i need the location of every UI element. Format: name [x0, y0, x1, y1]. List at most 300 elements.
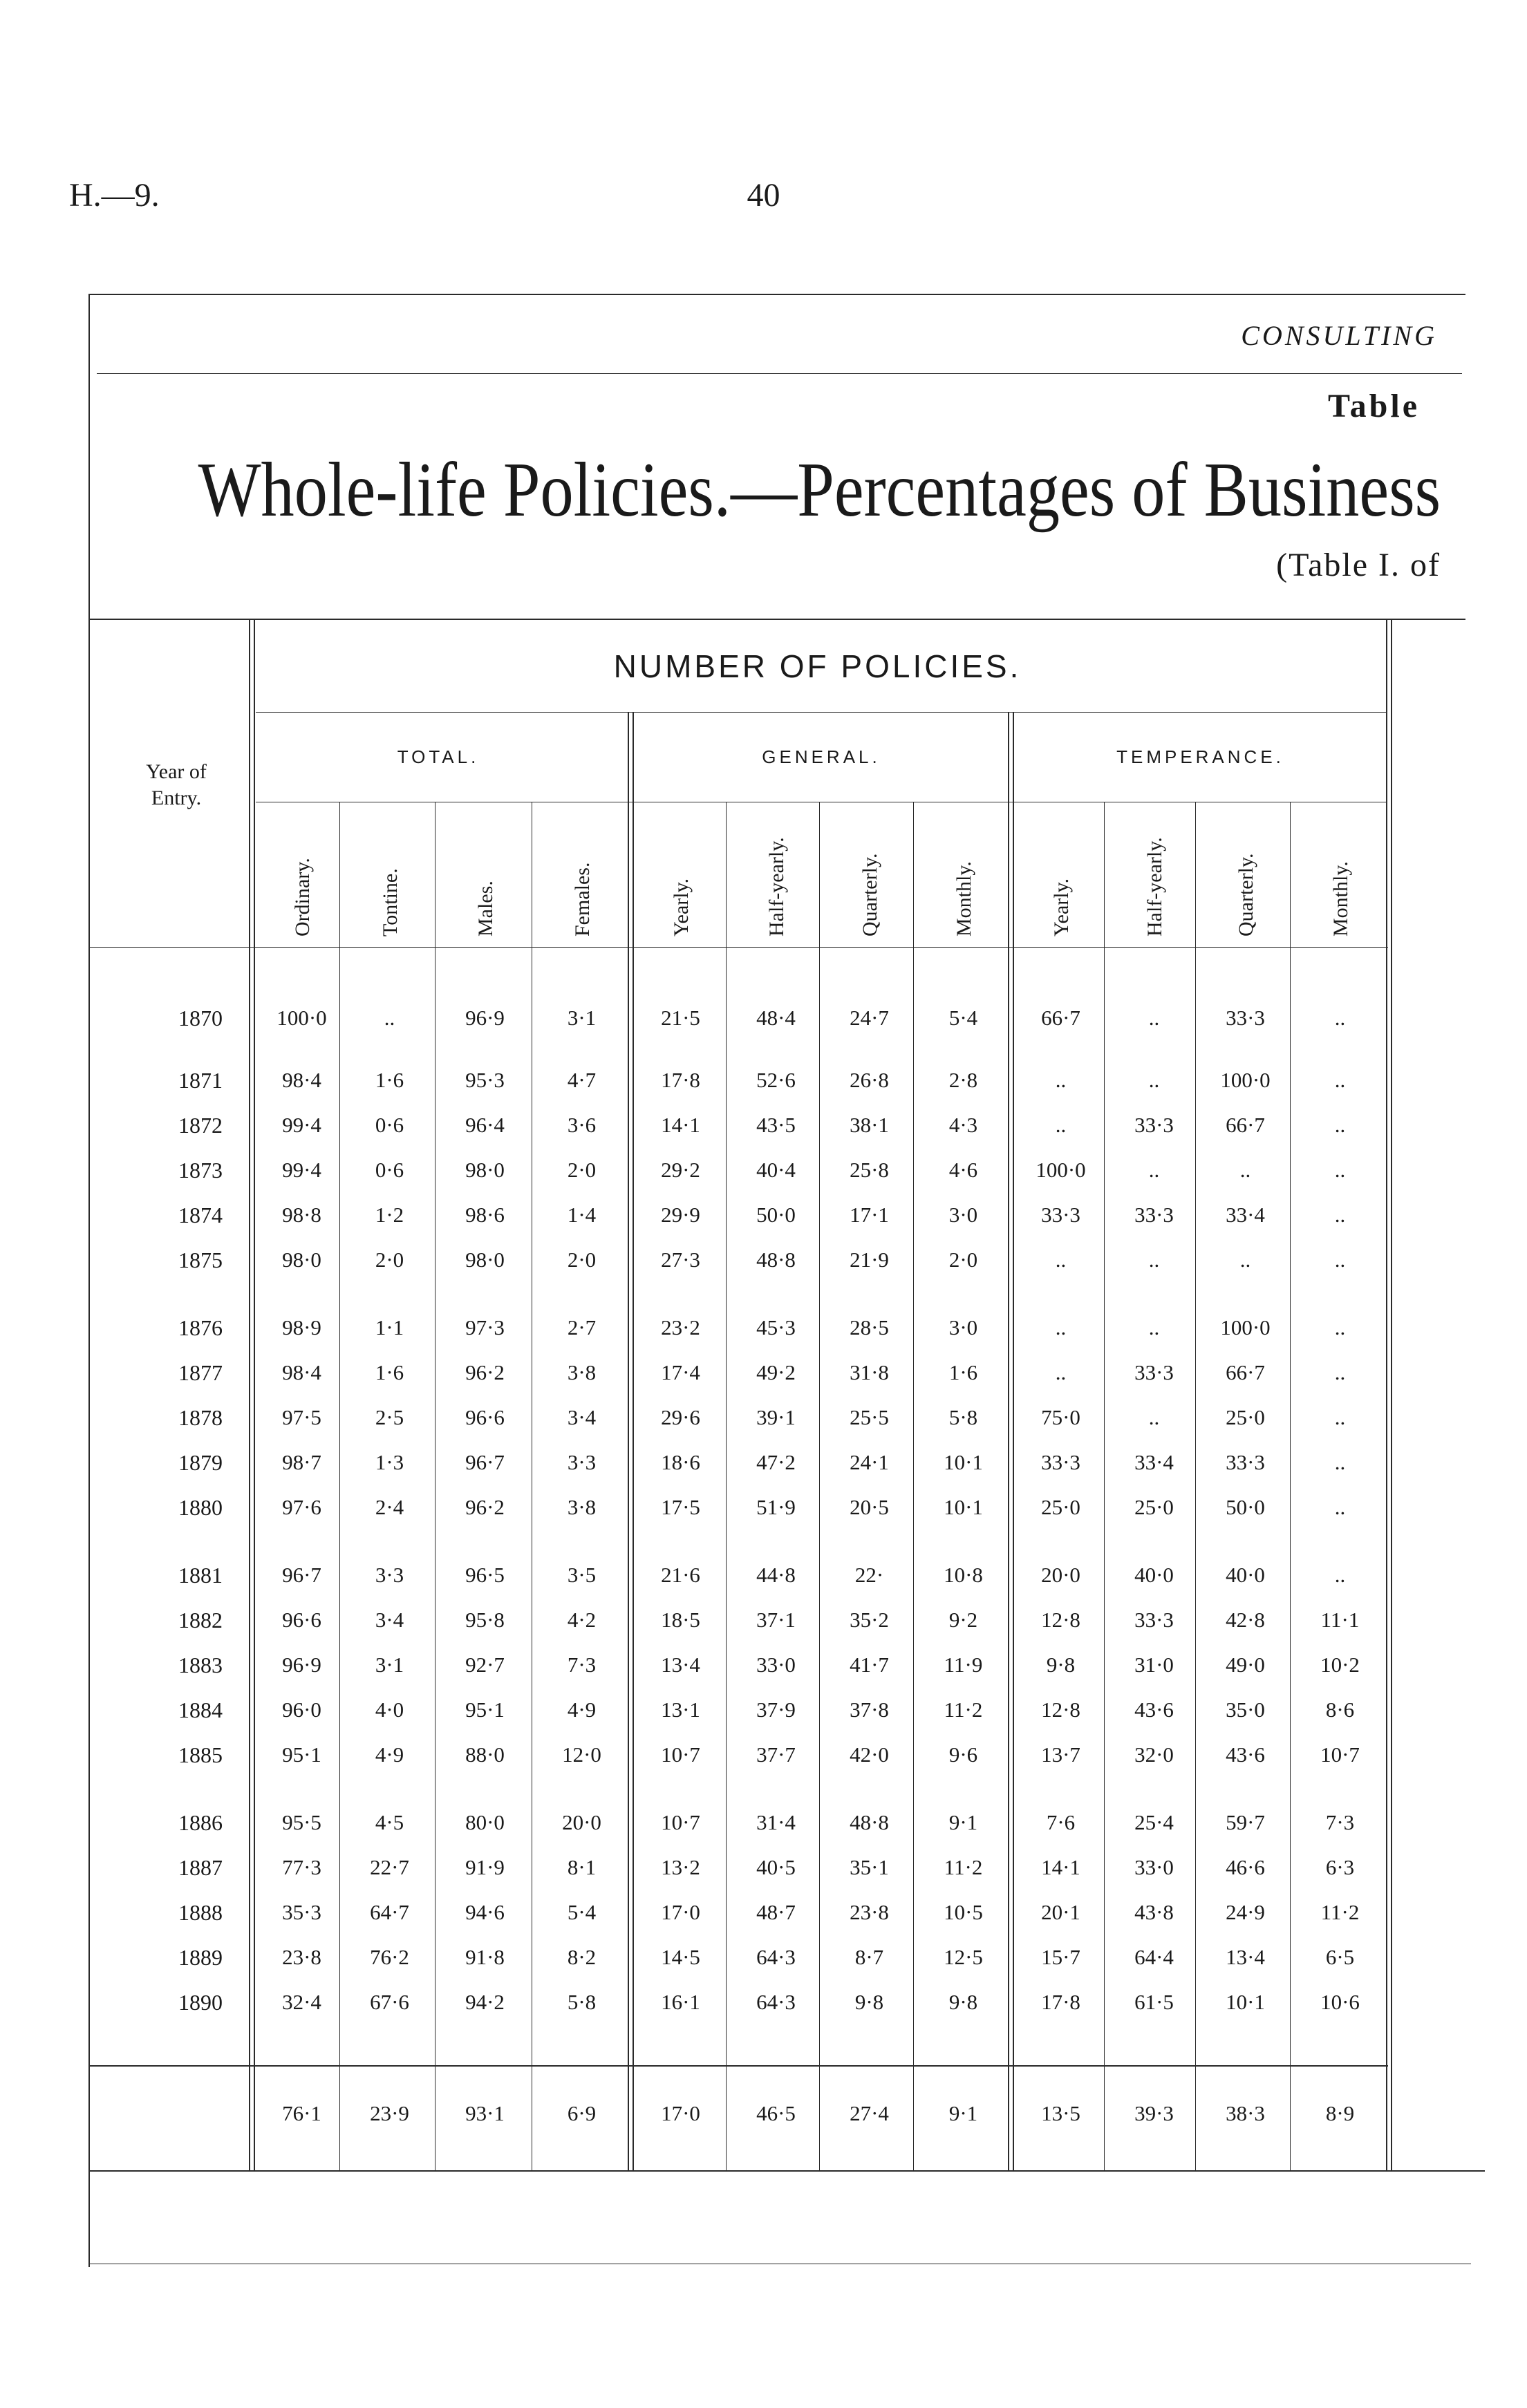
table-cell: 98·4 — [282, 1068, 321, 1092]
group-temperance: TEMPERANCE. — [1116, 746, 1284, 767]
table-cell: 24·1 — [850, 1450, 889, 1474]
row-year: 1887 — [178, 1855, 223, 1880]
table-cell: 10·5 — [944, 1900, 983, 1924]
table-cell: 7·3 — [567, 1653, 597, 1677]
table-cell: 22·7 — [370, 1855, 409, 1879]
table-cell: 80·0 — [465, 1810, 505, 1834]
row-year: 1874 — [178, 1203, 223, 1227]
row-year: 1883 — [178, 1653, 223, 1677]
row-year: 1875 — [178, 1248, 223, 1272]
table-cell: 96·0 — [282, 1697, 321, 1722]
table-cell: 50·0 — [756, 1203, 796, 1227]
table-cell: 8·1 — [567, 1855, 597, 1879]
total-cell: 6·9 — [567, 2101, 597, 2125]
column-header: Ordinary. — [290, 858, 314, 937]
table-cell: 26·8 — [850, 1068, 889, 1092]
table-cell: 96·4 — [465, 1113, 505, 1137]
table-cell: 37·8 — [850, 1697, 889, 1722]
top-rule — [88, 294, 1465, 295]
table-cell: 33·0 — [1134, 1855, 1174, 1879]
table-cell: 96·6 — [282, 1608, 321, 1632]
table-cell: 66·7 — [1226, 1113, 1265, 1137]
table-cell: 9·2 — [948, 1608, 978, 1632]
table-cell: 1·4 — [567, 1203, 597, 1227]
total-cell: 13·5 — [1041, 2101, 1080, 2125]
table-cell: 1·6 — [948, 1360, 978, 1384]
table-cell: .. — [1334, 1248, 1346, 1272]
table-cell: .. — [1055, 1113, 1067, 1137]
table-cell: 35·2 — [850, 1608, 889, 1632]
totals-top-rule — [88, 2065, 1388, 2067]
table-cell: 7·6 — [1046, 1810, 1076, 1834]
row-year: 1872 — [178, 1113, 223, 1138]
table-cell: .. — [1334, 1006, 1346, 1030]
table-cell: 66·7 — [1226, 1360, 1265, 1384]
table-cell: 14·1 — [1041, 1855, 1080, 1879]
table-cell: .. — [1148, 1006, 1160, 1030]
section-title: NUMBER OF POLICIES. — [613, 648, 1022, 684]
table-cell: 33·3 — [1226, 1450, 1265, 1474]
table-cell: 33·3 — [1041, 1203, 1080, 1227]
table-cell: .. — [1239, 1248, 1251, 1272]
table-cell: .. — [1055, 1068, 1067, 1092]
table-cell: 43·5 — [756, 1113, 796, 1137]
column-header: Males. — [474, 881, 497, 937]
total-cell: 8·9 — [1325, 2101, 1355, 2125]
group-divider-rule — [1391, 619, 1392, 2170]
table-cell: 40·5 — [756, 1855, 796, 1879]
table-cell: 3·4 — [567, 1405, 597, 1429]
table-cell: 100·0 — [1220, 1315, 1271, 1339]
table-cell: 33·3 — [1134, 1113, 1174, 1137]
table-cell: 11·2 — [1320, 1900, 1360, 1924]
table-cell: .. — [1334, 1158, 1346, 1182]
table-cell: 16·1 — [661, 1990, 700, 2014]
table-cell: 3·1 — [375, 1653, 404, 1677]
table-cell: 8·2 — [567, 1945, 597, 1969]
table-cell: 6·5 — [1325, 1945, 1355, 1969]
table-cell: 23·2 — [661, 1315, 700, 1339]
table-cell: 2·0 — [567, 1248, 597, 1272]
total-cell: 46·5 — [756, 2101, 796, 2125]
table-cell: 98·4 — [282, 1360, 321, 1384]
table-cell: 48·4 — [756, 1006, 796, 1030]
table-cell: .. — [1148, 1158, 1160, 1182]
table-cell: 18·5 — [661, 1608, 700, 1632]
table-cell: 3·6 — [567, 1113, 597, 1137]
table-cell: 13·1 — [661, 1697, 700, 1722]
total-cell: 27·4 — [850, 2101, 889, 2125]
table-cell: 77·3 — [282, 1855, 321, 1879]
table-cell: 64·3 — [756, 1945, 796, 1969]
table-cell: 33·0 — [756, 1653, 796, 1677]
row-year: 1878 — [178, 1405, 223, 1430]
table-cell: 17·5 — [661, 1495, 700, 1519]
running-head: CONSULTING — [1241, 320, 1437, 351]
table-cell: 96·2 — [465, 1495, 505, 1519]
row-year: 1884 — [178, 1697, 223, 1722]
table-cell: 28·5 — [850, 1315, 889, 1339]
table-cell: .. — [1148, 1248, 1160, 1272]
table-cell: 10·2 — [1320, 1653, 1360, 1677]
table-cell: 25·0 — [1226, 1405, 1265, 1429]
column-header: Half-yearly. — [1143, 837, 1166, 937]
table-reference-text: (Table I. of — [1276, 547, 1441, 583]
table-cell: 17·0 — [661, 1900, 700, 1924]
column-header: Quarterly. — [1234, 853, 1257, 937]
column-header: Monthly. — [1329, 861, 1352, 937]
table-cell: .. — [384, 1006, 395, 1030]
table-cell: 21·6 — [661, 1563, 700, 1587]
table-cell: 99·4 — [282, 1113, 321, 1137]
table-cell: 37·7 — [756, 1742, 796, 1767]
column-header: Tontine. — [378, 868, 402, 937]
table-cell: 9·1 — [948, 1810, 978, 1834]
table-cell: 64·3 — [756, 1990, 796, 2014]
page-title: Whole-life Policies.—Percentages of Business — [198, 447, 1441, 533]
table-cell: 33·3 — [1041, 1450, 1080, 1474]
table-cell: 98·8 — [282, 1203, 321, 1227]
row-year: 1885 — [178, 1742, 223, 1767]
title-bottom-rule — [88, 619, 1465, 620]
table-cell: .. — [1334, 1203, 1346, 1227]
table-cell: 3·0 — [948, 1315, 978, 1339]
table-cell: 92·7 — [465, 1653, 505, 1677]
table-cell: 48·8 — [756, 1248, 796, 1272]
table-cell: 4·0 — [375, 1697, 404, 1722]
table-cell: 10·6 — [1320, 1990, 1360, 2014]
document-code: H.—9. — [69, 177, 160, 214]
table-cell: 64·7 — [370, 1900, 409, 1924]
table-cell: 2·5 — [375, 1405, 404, 1429]
table-cell: 3·8 — [567, 1360, 597, 1384]
table-cell: 18·6 — [661, 1450, 700, 1474]
left-frame-rule — [88, 294, 90, 2267]
table-cell: 13·7 — [1041, 1742, 1080, 1767]
table-cell: 4·3 — [948, 1113, 978, 1137]
table-cell: 1·2 — [375, 1203, 404, 1227]
table-cell: 27·3 — [661, 1248, 700, 1272]
table-cell: 12·5 — [944, 1945, 983, 1969]
running-head-rule — [97, 373, 1462, 374]
table-cell: 10·7 — [661, 1810, 700, 1834]
table-cell: .. — [1334, 1495, 1346, 1519]
table-cell: 43·6 — [1134, 1697, 1174, 1722]
table-cell: 1·1 — [375, 1315, 404, 1339]
table-cell: 64·4 — [1134, 1945, 1174, 1969]
table-cell: 37·1 — [756, 1608, 796, 1632]
table-cell: 25·0 — [1041, 1495, 1080, 1519]
table-cell: 1·6 — [375, 1360, 404, 1384]
table-cell: 98·7 — [282, 1450, 321, 1474]
table-cell: 98·0 — [465, 1158, 505, 1182]
table-cell: 4·2 — [567, 1608, 597, 1632]
group-divider-rule — [633, 712, 634, 2170]
column-header-rule — [88, 947, 1388, 948]
table-cell: 43·6 — [1226, 1742, 1265, 1767]
table-cell: 21·9 — [850, 1248, 889, 1272]
table-cell: .. — [1055, 1248, 1067, 1272]
row-year: 1889 — [178, 1945, 223, 1970]
table-cell: 2·4 — [375, 1495, 404, 1519]
table-cell: 88·0 — [465, 1742, 505, 1767]
table-cell: 20·5 — [850, 1495, 889, 1519]
table-cell: 29·6 — [661, 1405, 700, 1429]
table-cell: 97·6 — [282, 1495, 321, 1519]
table-cell: 59·7 — [1226, 1810, 1265, 1834]
table-cell: 95·3 — [465, 1068, 505, 1092]
table-cell: 1·6 — [375, 1068, 404, 1092]
table-cell: 97·5 — [282, 1405, 321, 1429]
group-divider-rule — [1386, 619, 1387, 2170]
table-cell: 33·3 — [1134, 1608, 1174, 1632]
table-reference — [1276, 546, 1441, 584]
table-cell: 3·8 — [567, 1495, 597, 1519]
table-cell: 94·6 — [465, 1900, 505, 1924]
row-year: 1890 — [178, 1990, 223, 2015]
table-cell: 35·1 — [850, 1855, 889, 1879]
table-cell: 13·2 — [661, 1855, 700, 1879]
year-of-entry-header: Year of Entry. — [146, 760, 207, 809]
table-cell: 13·4 — [1226, 1945, 1265, 1969]
table-cell: 3·3 — [567, 1450, 597, 1474]
table-cell: 13·4 — [661, 1653, 700, 1677]
table-cell: 5·4 — [948, 1006, 978, 1030]
total-cell: 17·0 — [661, 2101, 700, 2125]
table-cell: 33·4 — [1226, 1203, 1265, 1227]
table-cell: 33·3 — [1134, 1203, 1174, 1227]
table-cell: 98·6 — [465, 1203, 505, 1227]
table-cell: 37·9 — [756, 1697, 796, 1722]
total-cell: 9·1 — [948, 2101, 978, 2125]
table-cell: 75·0 — [1041, 1405, 1080, 1429]
table-cell: 42·8 — [1226, 1608, 1265, 1632]
table-cell: 7·3 — [1325, 1810, 1355, 1834]
table-cell: 15·7 — [1041, 1945, 1080, 1969]
row-year: 1882 — [178, 1608, 223, 1633]
table-cell: 44·8 — [756, 1563, 796, 1587]
table-cell: 2·7 — [567, 1315, 597, 1339]
table-cell: 33·3 — [1134, 1360, 1174, 1384]
table-cell: 11·2 — [944, 1697, 983, 1722]
table-cell: 0·6 — [375, 1158, 404, 1182]
table-cell: 20·0 — [1041, 1563, 1080, 1587]
table-cell: 17·1 — [850, 1203, 889, 1227]
table-cell: 48·7 — [756, 1900, 796, 1924]
table-cell: 99·4 — [282, 1158, 321, 1182]
table-cell: .. — [1239, 1158, 1251, 1182]
table-cell: .. — [1148, 1315, 1160, 1339]
table-cell: 12·0 — [562, 1742, 601, 1767]
table-cell: 17·4 — [661, 1360, 700, 1384]
table-cell: 2·0 — [567, 1158, 597, 1182]
column-header: Monthly. — [952, 861, 975, 937]
total-cell: 76·1 — [282, 2101, 321, 2125]
table-cell: .. — [1055, 1360, 1067, 1384]
table-cell: 20·0 — [562, 1810, 601, 1834]
column-header: Half-yearly. — [765, 837, 788, 937]
table-cell: .. — [1334, 1315, 1346, 1339]
table-cell: 2·0 — [375, 1248, 404, 1272]
table-cell: 100·0 — [277, 1006, 327, 1030]
group-divider-rule — [249, 619, 250, 2170]
table-cell: 12·8 — [1041, 1608, 1080, 1632]
table-cell: 25·0 — [1134, 1495, 1174, 1519]
table-cell: 14·1 — [661, 1113, 700, 1137]
table-cell: 76·2 — [370, 1945, 409, 1969]
row-year: 1873 — [178, 1158, 223, 1183]
row-year: 1870 — [178, 1006, 223, 1031]
table-cell: 3·1 — [567, 1006, 597, 1030]
group-divider-rule — [628, 712, 629, 2170]
table-cell: 33·4 — [1134, 1450, 1174, 1474]
total-cell: 39·3 — [1134, 2101, 1174, 2125]
total-cell: 93·1 — [465, 2101, 505, 2125]
table-cell: 8·7 — [854, 1945, 884, 1969]
table-cell: 40·4 — [756, 1158, 796, 1182]
row-year: 1877 — [178, 1360, 223, 1385]
table-cell: 29·2 — [661, 1158, 700, 1182]
table-cell: .. — [1148, 1068, 1160, 1092]
table-cell: 17·8 — [661, 1068, 700, 1092]
table-cell: 46·6 — [1226, 1855, 1265, 1879]
table-cell: 32·0 — [1134, 1742, 1174, 1767]
table-cell: 49·0 — [1226, 1653, 1265, 1677]
table-cell: 40·0 — [1226, 1563, 1265, 1587]
table-cell: 11·2 — [944, 1855, 983, 1879]
table-cell: 95·8 — [465, 1608, 505, 1632]
table-cell: 100·0 — [1220, 1068, 1271, 1092]
table-cell: 9·6 — [948, 1742, 978, 1767]
table-cell: 25·8 — [850, 1158, 889, 1182]
table-cell: 24·9 — [1226, 1900, 1265, 1924]
page-number: 40 — [747, 177, 780, 214]
table-cell: 31·4 — [756, 1810, 796, 1834]
table-cell: 6·3 — [1325, 1855, 1355, 1879]
table-cell: 11·9 — [944, 1653, 983, 1677]
table-cell: 48·8 — [850, 1810, 889, 1834]
table-cell: 96·7 — [282, 1563, 321, 1587]
table-cell: 10·1 — [944, 1495, 983, 1519]
table-cell: 98·9 — [282, 1315, 321, 1339]
table-cell: 10·8 — [944, 1563, 983, 1587]
table-cell: 67·6 — [370, 1990, 409, 2014]
table-cell: 42·0 — [850, 1742, 889, 1767]
table-cell: 35·3 — [282, 1900, 321, 1924]
table-cell: 2·0 — [948, 1248, 978, 1272]
row-year: 1881 — [178, 1563, 223, 1588]
total-cell: 38·3 — [1226, 2101, 1265, 2125]
table-cell: 10·1 — [944, 1450, 983, 1474]
table-cell: 3·4 — [375, 1608, 404, 1632]
row-year: 1886 — [178, 1810, 223, 1835]
table-cell: 91·9 — [465, 1855, 505, 1879]
total-cell: 23·9 — [370, 2101, 409, 2125]
table-cell: 96·9 — [282, 1653, 321, 1677]
table-cell: 91·8 — [465, 1945, 505, 1969]
table-cell: .. — [1334, 1113, 1346, 1137]
table-cell: .. — [1334, 1405, 1346, 1429]
column-header: Females. — [570, 862, 594, 937]
group-total: TOTAL. — [397, 746, 480, 767]
table-cell: 100·0 — [1036, 1158, 1086, 1182]
table-cell: 3·3 — [375, 1563, 404, 1587]
table-cell: 9·8 — [1046, 1653, 1076, 1677]
group-divider-rule — [254, 619, 255, 2170]
table-cell: .. — [1334, 1450, 1346, 1474]
row-year: 1871 — [178, 1068, 223, 1093]
table-cell: 95·5 — [282, 1810, 321, 1834]
table-cell: 38·1 — [850, 1113, 889, 1137]
table-cell: .. — [1334, 1360, 1346, 1384]
column-header: Quarterly. — [858, 853, 881, 937]
table-cell: 8·6 — [1325, 1697, 1355, 1722]
table-cell: 32·4 — [282, 1990, 321, 2014]
table-cell: 22· — [854, 1563, 884, 1587]
section-title-rule — [256, 712, 1386, 713]
table-cell: 25·5 — [850, 1405, 889, 1429]
table-cell: 9·8 — [948, 1990, 978, 2014]
table-cell: 96·5 — [465, 1563, 505, 1587]
row-year: 1879 — [178, 1450, 223, 1475]
table-cell: .. — [1055, 1315, 1067, 1339]
table-cell: 5·8 — [567, 1990, 597, 2014]
column-header: Yearly. — [1049, 878, 1073, 937]
table-cell: 1·3 — [375, 1450, 404, 1474]
table-cell: .. — [1334, 1563, 1346, 1587]
table-label: Table — [1328, 388, 1420, 424]
group-general: GENERAL. — [762, 746, 881, 767]
table-cell: 61·5 — [1134, 1990, 1174, 2014]
table-cell: 5·4 — [567, 1900, 597, 1924]
table-cell: 21·5 — [661, 1006, 700, 1030]
table-cell: 96·9 — [465, 1006, 505, 1030]
table-cell: 3·0 — [948, 1203, 978, 1227]
table-cell: 49·2 — [756, 1360, 796, 1384]
group-divider-rule — [1013, 712, 1014, 2170]
table-cell: 9·8 — [854, 1990, 884, 2014]
table-cell: 2·8 — [948, 1068, 978, 1092]
table-cell: 23·8 — [282, 1945, 321, 1969]
table-cell: 4·5 — [375, 1810, 404, 1834]
table-cell: 51·9 — [756, 1495, 796, 1519]
table-bottom-rule — [88, 2170, 1485, 2172]
table-cell: 95·1 — [282, 1742, 321, 1767]
table-cell: 40·0 — [1134, 1563, 1174, 1587]
table-cell: 31·0 — [1134, 1653, 1174, 1677]
table-cell: 0·6 — [375, 1113, 404, 1137]
table-cell: 39·1 — [756, 1405, 796, 1429]
table-cell: 10·7 — [1320, 1742, 1360, 1767]
table-cell: 29·9 — [661, 1203, 700, 1227]
table-cell: 96·2 — [465, 1360, 505, 1384]
table-cell: 41·7 — [850, 1653, 889, 1677]
table-cell: 4·9 — [567, 1697, 597, 1722]
table-cell: 14·5 — [661, 1945, 700, 1969]
table-cell: 20·1 — [1041, 1900, 1080, 1924]
table-cell: 4·9 — [375, 1742, 404, 1767]
table-cell: 45·3 — [756, 1315, 796, 1339]
column-header: Yearly. — [669, 878, 693, 937]
table-cell: 52·6 — [756, 1068, 796, 1092]
table-cell: 10·1 — [1226, 1990, 1265, 2014]
row-year: 1888 — [178, 1900, 223, 1925]
table-cell: 4·7 — [567, 1068, 597, 1092]
table-cell: 4·6 — [948, 1158, 978, 1182]
table-cell: 43·8 — [1134, 1900, 1174, 1924]
table-cell: 98·0 — [282, 1248, 321, 1272]
table-cell: 12·8 — [1041, 1697, 1080, 1722]
